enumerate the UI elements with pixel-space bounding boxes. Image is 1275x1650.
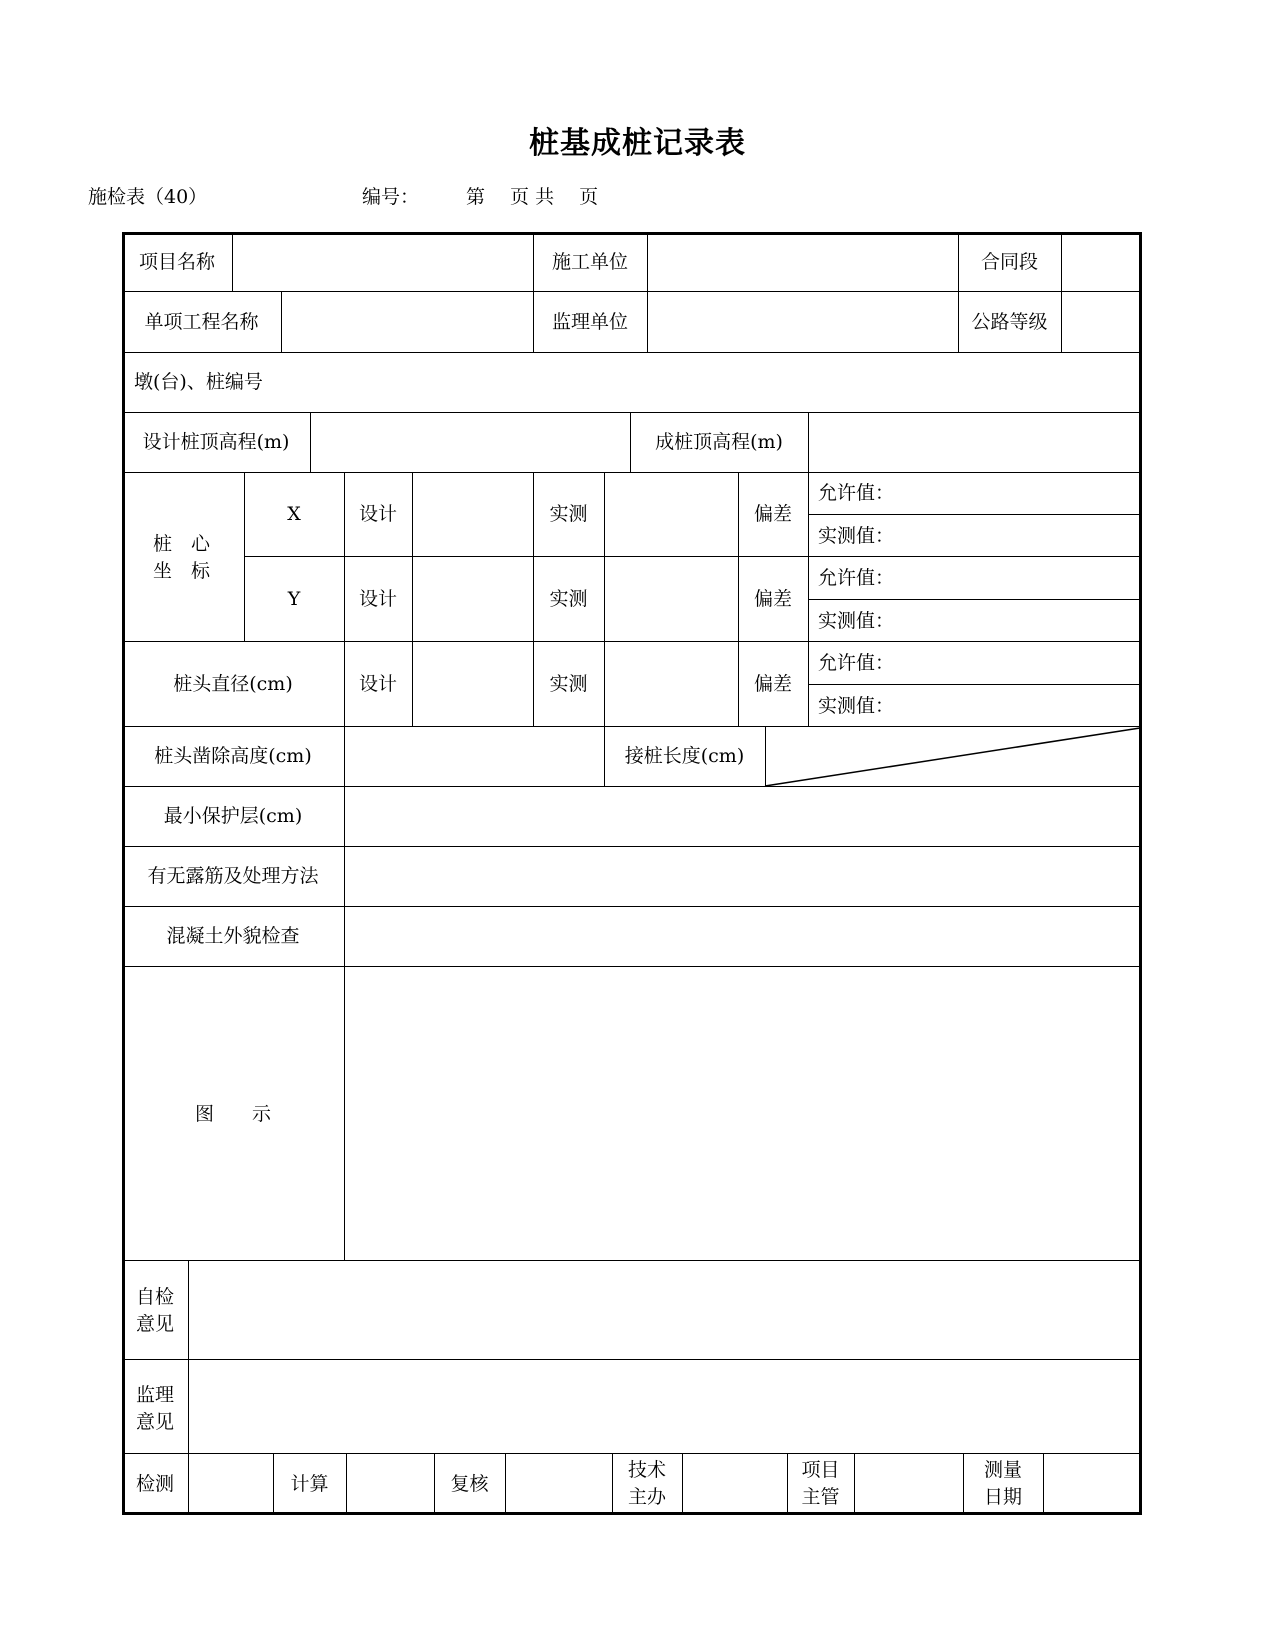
- rule: [122, 846, 1142, 847]
- supervisor-label: 监理单位: [551, 311, 628, 333]
- chisel-height-label: 桩头凿除高度(cm): [154, 745, 312, 767]
- rule: [808, 412, 809, 473]
- rule: [281, 291, 282, 353]
- rule: [647, 232, 648, 353]
- contractor-label: 施工单位: [551, 251, 628, 273]
- rule: [122, 472, 1142, 473]
- rule: [310, 412, 311, 473]
- project-manager-label-2: 主管: [801, 1486, 840, 1508]
- rule: [122, 966, 1142, 967]
- project-manager-label: 项目: [801, 1459, 840, 1481]
- rule: [122, 786, 1142, 787]
- rule: [122, 906, 1142, 907]
- rule: [244, 472, 245, 642]
- survey-date-label-2: 日期: [983, 1486, 1022, 1508]
- built-top-elevation-label: 成桩顶高程(m): [655, 431, 783, 453]
- rule: [808, 599, 1142, 600]
- y-allowed-value-label: 允许值：: [818, 567, 895, 589]
- calculate-label: 计算: [290, 1473, 329, 1495]
- y-deviation-label: 偏差: [753, 588, 792, 610]
- self-check-label: 自检: [136, 1286, 175, 1308]
- rule: [1061, 232, 1062, 353]
- rule: [412, 472, 413, 727]
- y-measured-value-label: 实测值：: [818, 610, 895, 632]
- x-design-label: 设计: [358, 503, 397, 525]
- sub-project-label: 单项工程名称: [144, 311, 259, 333]
- survey-date-label: 测量: [983, 1459, 1022, 1481]
- x-deviation-label: 偏差: [753, 503, 792, 525]
- inspect-label: 检测: [135, 1473, 174, 1495]
- tech-lead-label: 技术: [627, 1459, 666, 1481]
- form-number: 施检表（40）: [88, 186, 208, 208]
- tech-lead-label-2: 主办: [627, 1486, 666, 1508]
- min-cover-label: 最小保护层(cm): [163, 805, 303, 827]
- rule: [232, 232, 233, 292]
- rule: [346, 1453, 347, 1515]
- rule: [122, 291, 1142, 292]
- diameter-allowed-value-label: 允许值：: [818, 652, 895, 674]
- diameter-design-label: 设计: [358, 673, 397, 695]
- road-grade-label: 公路等级: [971, 311, 1048, 333]
- rule: [122, 641, 1142, 642]
- diameter-deviation-label: 偏差: [753, 673, 792, 695]
- y-measured-label: 实测: [549, 588, 588, 610]
- rule: [122, 412, 1142, 413]
- page-info: 第 页 共 页: [466, 186, 599, 208]
- serial-label: 编号：: [362, 186, 420, 208]
- rule: [122, 1453, 1142, 1454]
- rule: [122, 726, 1142, 727]
- exposed-rebar-label: 有无露筋及处理方法: [147, 865, 319, 887]
- head-diameter-label: 桩头直径(cm): [173, 673, 293, 695]
- diameter-measured-label: 实测: [549, 673, 588, 695]
- rule: [808, 514, 1142, 515]
- rule: [765, 726, 766, 787]
- rule: [1043, 1453, 1044, 1515]
- self-check-label-2: 意见: [136, 1313, 175, 1335]
- diagram-label: 图 示: [194, 1103, 271, 1125]
- coordinates-label: 坐 标: [153, 560, 211, 582]
- rule: [122, 1260, 1142, 1261]
- rule: [808, 684, 1142, 685]
- review-label: 复核: [450, 1473, 489, 1495]
- project-name-label: 项目名称: [138, 251, 215, 273]
- rule: [188, 1260, 189, 1515]
- extension-length-label: 接桩长度(cm): [624, 745, 745, 767]
- rule: [122, 1359, 1142, 1360]
- rule: [854, 1453, 855, 1515]
- rule: [604, 472, 605, 787]
- supervision-label-2: 意见: [136, 1411, 175, 1433]
- rule: [122, 352, 1142, 353]
- x-measured-label: 实测: [549, 503, 588, 525]
- supervision-label: 监理: [136, 1384, 175, 1406]
- x-allowed-value-label: 允许值：: [818, 482, 895, 504]
- pier-pile-no-label: 墩(台)、桩编号: [134, 371, 263, 393]
- x-measured-value-label: 实测值：: [818, 525, 895, 547]
- y-axis-label: Y: [287, 588, 301, 610]
- rule: [808, 472, 809, 727]
- x-axis-label: X: [287, 503, 301, 525]
- y-design-label: 设计: [358, 588, 397, 610]
- pile-center-label: 桩 心: [153, 533, 211, 555]
- design-top-elevation-label: 设计桩顶高程(m): [142, 431, 290, 453]
- concrete-appearance-label: 混凝土外貌检查: [166, 925, 300, 947]
- form-title: 桩基成桩记录表: [529, 126, 746, 161]
- rule: [505, 1453, 506, 1515]
- contract-section-label: 合同段: [980, 251, 1038, 273]
- rule: [244, 556, 1142, 557]
- rule: [682, 1453, 683, 1515]
- diameter-measured-value-label: 实测值：: [818, 695, 895, 717]
